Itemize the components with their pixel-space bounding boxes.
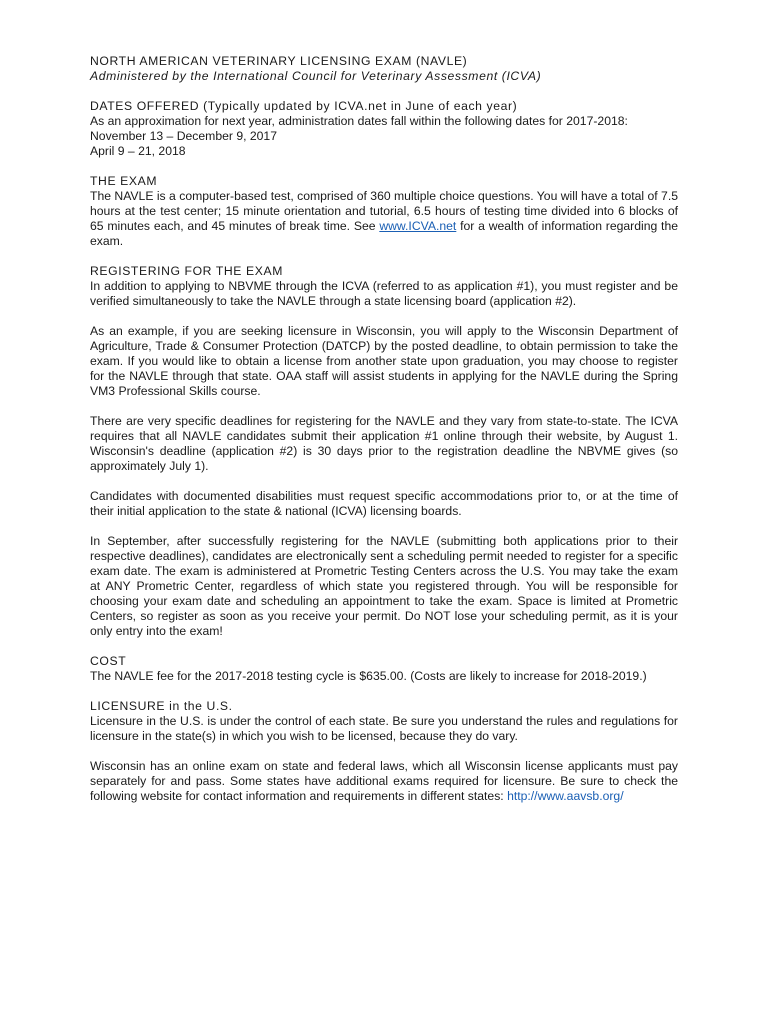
date-spring: April 9 – 21, 2018 <box>90 144 186 158</box>
document-title: NORTH AMERICAN VETERINARY LICENSING EXAM (NAVLE) <box>90 54 468 68</box>
exam-text-end: for a wealth of information regarding the exam. <box>90 219 678 248</box>
cost-heading: COST <box>90 654 127 668</box>
spacer <box>90 744 678 759</box>
dates-intro: As an approximation for next year, administration dates fall within the following dates for 2017-2018: <box>90 114 628 128</box>
document-page <box>90 54 678 804</box>
exam-paragraph <box>90 189 678 249</box>
icva-link[interactable]: www.ICVA.net <box>379 219 457 233</box>
aavsb-link[interactable]: http://www.aavsb.org/ <box>507 789 624 803</box>
registering-heading: REGISTERING FOR THE EXAM <box>90 264 283 278</box>
spacer <box>90 309 678 324</box>
spacer <box>90 639 678 654</box>
dates-heading: DATES OFFERED (Typically updated by ICVA.net in June of each year) <box>90 99 518 113</box>
spacer <box>90 474 678 489</box>
spacer <box>90 684 678 699</box>
exam-heading: THE EXAM <box>90 174 158 188</box>
spacer <box>90 84 678 99</box>
registering-paragraph-2: As an example, if you are seeking licensure in Wisconsin, you will apply to the Wisconsin Department of Agriculture, Trade & Consumer Protection (DATCP) by the posted deadline, to obtain permission to take the exam. If you would like to obtain a license from another state upon graduation, you may choose to register for the NAVLE through that state. OAA staff will assist students in applying for the NAVLE during the Spring VM3 Professional Skills course. <box>90 324 678 398</box>
licensure-paragraph-2 <box>90 759 678 804</box>
licensure-paragraph-1: Licensure in the U.S. is under the control of each state. Be sure you understand the rules and regulations for licensure in the state(s) in which you wish to be licensed, because they do vary. <box>90 714 678 743</box>
spacer <box>90 399 678 414</box>
exam-text-start: The NAVLE is a computer-based test, comprised of 360 multiple choice questions. You will have a total of 7.5 hours at the test center; 15 minute orientation and tutorial, 6.5 hours of testing time divided into 6 blocks of 65 minutes each, and 45 minutes of break time. See <box>90 189 678 233</box>
spacer <box>90 249 678 264</box>
licensure-text: Wisconsin has an online exam on state and federal laws, which all Wisconsin license applicants must pay separately for and pass. Some states have additional exams required for licensure. Be sure to check the following website for contact information and requirements in different states: <box>90 759 678 803</box>
cost-paragraph: The NAVLE fee for the 2017-2018 testing cycle is $635.00. (Costs are likely to increase for 2018-2019.) <box>90 669 647 683</box>
registering-paragraph-5: In September, after successfully registering for the NAVLE (submitting both applications prior to their respective deadlines), candidates are electronically sent a scheduling permit needed to register for a specific exam date. The exam is administered at Prometric Testing Centers across the U.S. You may take the exam at ANY Prometric Center, regardless of which state you registered through. You will be responsible for choosing your exam date and scheduling an appointment to take the exam. Space is limited at Prometric Centers, so register as soon as you receive your permit. Do NOT lose your scheduling permit, as it is your only entry into the exam! <box>90 534 678 638</box>
registering-paragraph-4: Candidates with documented disabilities must request specific accommodations prior to, or at the time of their initial application to the state & national (ICVA) licensing boards. <box>90 489 678 518</box>
registering-paragraph-3: There are very specific deadlines for registering for the NAVLE and they vary from state-to-state. The ICVA requires that all NAVLE candidates submit their application #1 online through their website, by August 1. Wisconsin's deadline (application #2) is 30 days prior to the registration deadline the NBVME gives (so approximately July 1). <box>90 414 678 473</box>
spacer <box>90 159 678 174</box>
spacer <box>90 519 678 534</box>
licensure-heading: LICENSURE in the U.S. <box>90 699 233 713</box>
date-fall: November 13 – December 9, 2017 <box>90 129 277 143</box>
document-subtitle: Administered by the International Council for Veterinary Assessment (ICVA) <box>90 69 542 83</box>
registering-paragraph-1: In addition to applying to NBVME through the ICVA (referred to as application #1), you must register and be verified simultaneously to take the NAVLE through a state licensing board (application #2). <box>90 279 678 308</box>
